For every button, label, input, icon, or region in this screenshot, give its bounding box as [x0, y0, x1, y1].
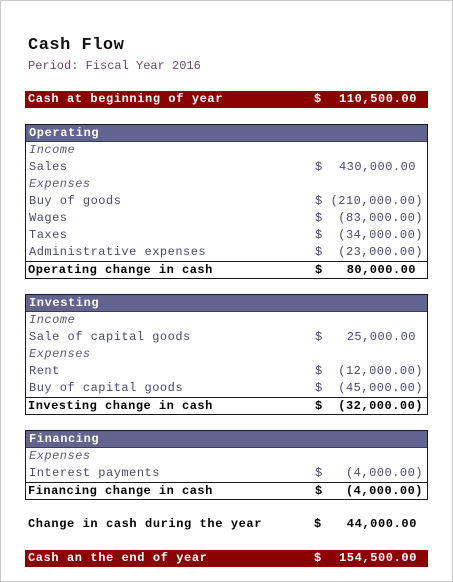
- financing-total-row: [26, 482, 427, 499]
- row-label: Buy of goods: [29, 194, 122, 208]
- currency-symbol: $: [315, 466, 323, 480]
- table-row: [26, 210, 427, 227]
- currency-symbol: $: [315, 330, 323, 344]
- row-label: Administrative expenses: [29, 245, 207, 259]
- table-row: [26, 244, 427, 261]
- currency-symbol: $: [315, 399, 323, 413]
- currency-symbol: $: [315, 211, 323, 225]
- table-row: [26, 193, 427, 210]
- table-row: [26, 329, 427, 346]
- table-row: [26, 380, 427, 397]
- currency-symbol: $: [315, 484, 323, 498]
- currency-symbol: $: [315, 263, 323, 277]
- document-title: Cash Flow: [28, 36, 125, 55]
- ending-cash-bar: [25, 550, 428, 567]
- row-amount: (4,000.00): [345, 466, 423, 480]
- row-amount: 430,000.00: [338, 160, 416, 174]
- beginning-cash-amount: 110,500.00: [338, 92, 417, 106]
- row-label: Buy of capital goods: [29, 381, 184, 395]
- investing-section: [25, 294, 428, 415]
- change-in-cash-row: [25, 516, 428, 533]
- currency-symbol: $: [315, 194, 323, 208]
- total-amount: 80,000.00: [346, 263, 416, 277]
- investing-expenses-label-row: [26, 346, 427, 363]
- table-row: [26, 465, 427, 482]
- change-in-cash-amount: 44,000.00: [346, 517, 417, 531]
- financing-section: [25, 430, 428, 500]
- currency-symbol: $: [315, 245, 323, 259]
- investing-header: Investing: [26, 295, 427, 312]
- currency-symbol: $: [315, 160, 323, 174]
- beginning-cash-label: Cash at beginning of year: [28, 92, 224, 106]
- investing-income-label-row: [26, 312, 427, 329]
- total-label: Investing change in cash: [28, 399, 213, 413]
- row-label: Sale of capital goods: [29, 330, 191, 344]
- financing-header: Financing: [26, 431, 427, 448]
- investing-total-row: [26, 397, 427, 414]
- row-label: Interest payments: [29, 466, 160, 480]
- row-label: Rent: [29, 364, 60, 378]
- expenses-subheader: Expenses: [29, 347, 91, 361]
- expenses-subheader: Expenses: [29, 177, 91, 191]
- total-amount: (4,000.00): [345, 484, 423, 498]
- ending-cash-label: Cash an the end of year: [28, 551, 208, 565]
- income-subheader: Income: [29, 313, 76, 327]
- currency-symbol: $: [315, 381, 323, 395]
- financing-expenses-label-row: [26, 448, 427, 465]
- total-amount: (32,000.00): [338, 399, 423, 413]
- row-amount: (34,000.00): [338, 228, 423, 242]
- operating-section: [25, 124, 428, 279]
- operating-income-label-row: [26, 142, 427, 159]
- operating-expenses-label-row: [26, 176, 427, 193]
- currency-symbol: $: [315, 228, 323, 242]
- currency-symbol: $: [315, 364, 323, 378]
- change-in-cash-label: Change in cash during the year: [28, 517, 263, 531]
- row-label: Wages: [29, 211, 68, 225]
- row-label: Sales: [29, 160, 68, 174]
- table-row: [26, 227, 427, 244]
- row-amount: (210,000.00): [330, 194, 423, 208]
- income-subheader: Income: [29, 143, 76, 157]
- operating-total-row: [26, 261, 427, 278]
- ending-cash-amount: 154,500.00: [338, 551, 417, 565]
- table-row: [26, 363, 427, 380]
- total-label: Operating change in cash: [28, 263, 213, 277]
- table-row: [26, 159, 427, 176]
- row-amount: (23,000.00): [338, 245, 423, 259]
- row-amount: (12,000.00): [338, 364, 423, 378]
- currency-symbol: $: [314, 551, 322, 565]
- expenses-subheader: Expenses: [29, 449, 91, 463]
- beginning-cash-bar: [25, 91, 428, 108]
- operating-header: Operating: [26, 125, 427, 142]
- currency-symbol: $: [314, 92, 322, 106]
- currency-symbol: $: [314, 517, 322, 531]
- total-label: Financing change in cash: [28, 484, 213, 498]
- row-amount: (45,000.00): [338, 381, 423, 395]
- row-label: Taxes: [29, 228, 68, 242]
- row-amount: 25,000.00: [346, 330, 416, 344]
- row-amount: (83,000.00): [338, 211, 423, 225]
- period-label: Period: Fiscal Year 2016: [28, 59, 201, 73]
